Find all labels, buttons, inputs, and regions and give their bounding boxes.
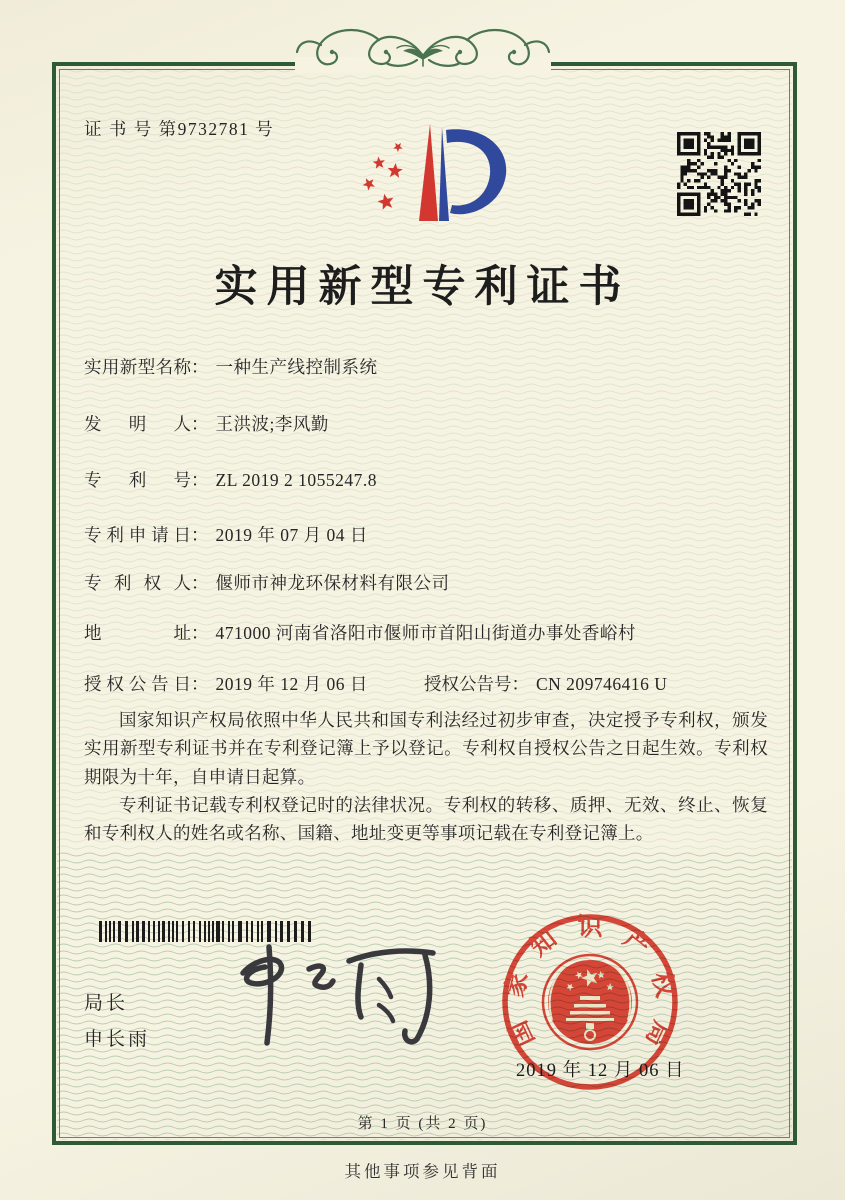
field-label: 授权公告日 [84,674,191,694]
svg-text:国: 国 [504,1016,541,1051]
field-value: 偃师市神龙环保材料有限公司 [215,573,450,593]
legal-text-block [84,706,768,848]
legal-paragraph: 国家知识产权局依照中华人民共和国专利法经过初步审查，决定授予专利权，颁发实用新型专利证书并在专利登记簿上予以登记。专利权自授权公告之日起生效。专利权期限为十年，自申请日起算。 [84,710,768,787]
svg-text:家: 家 [501,969,534,1001]
qr-code-icon [677,132,761,216]
cnipa-patent-logo-icon [346,118,514,236]
certificate-number: 证 书 号 第9732781 号 [84,119,275,139]
field-label: 地址 [84,623,191,643]
field-application-date: 专利申请日： 2019 年 07 月 04 日 [84,522,368,547]
legal-paragraph: 专利证书记载专利权登记时的法律状况。专利权的转移、质押、无效、终止、恢复和专利权人的姓名或名称、国籍、地址变更等事项记载在专利登记簿上。 [84,795,768,844]
barcode-icon [99,921,318,942]
svg-text:产: 产 [618,925,655,962]
field-patent-number: 专利号： ZL 2019 2 1055247.8 [84,467,377,492]
commissioner-block [84,986,150,1058]
field-utility-model-name: 实用新型名称： 一种生产线控制系统 [84,354,378,379]
commissioner-name: 申长雨 [84,1029,151,1051]
field-value: 一种生产线控制系统 [215,357,378,377]
footer-note: 其他事项参见背面 [344,1162,501,1181]
commissioner-title: 局长 [84,993,129,1014]
page-indicator: 第 1 页 (共 2 页) [357,1116,488,1132]
top-flourish-ornament [291,8,555,74]
field-value: 王洪波;李风勤 [215,414,329,434]
field-value: 471000 河南省洛阳市偃师市首阳山街道办事处香峪村 [215,623,636,643]
svg-text:权: 权 [646,969,679,1001]
seal-date: 2019 年 12 月 06 日 [516,1061,685,1081]
field-label: 专利权人 [84,573,191,593]
field-address: 地址： 471000 河南省洛阳市偃师市首阳山街道办事处香峪村 [84,620,636,645]
field-label: 专利号 [84,470,191,490]
field-value: 2019 年 07 月 04 日 [215,525,368,545]
field-inventor: 发明人： 王洪波;李风勤 [84,411,329,436]
field-grant-number: 授权公告号： CN 209746416 U [424,674,668,694]
field-value: ZL 2019 2 1055247.8 [215,470,377,490]
field-label: 实用新型名称 [84,357,191,377]
field-label: 授权公告号 [424,674,512,694]
field-value: 2019 年 12 月 06 日 [215,674,368,694]
field-grant-date: 授权公告日： 2019 年 12 月 06 日 授权公告号： CN 209746416 U [84,671,368,696]
signature-icon [225,943,440,1048]
svg-text:局: 局 [639,1016,676,1051]
svg-text:知: 知 [525,925,562,962]
field-label: 发明人 [84,414,191,434]
certificate-title: 实用新型专利证书 [214,264,631,311]
svg-text:识: 识 [577,914,603,941]
field-patentee: 专利权人： 偃师市神龙环保材料有限公司 [84,570,450,595]
field-value: CN 209746416 U [536,674,668,694]
field-label: 专利申请日 [84,525,191,545]
